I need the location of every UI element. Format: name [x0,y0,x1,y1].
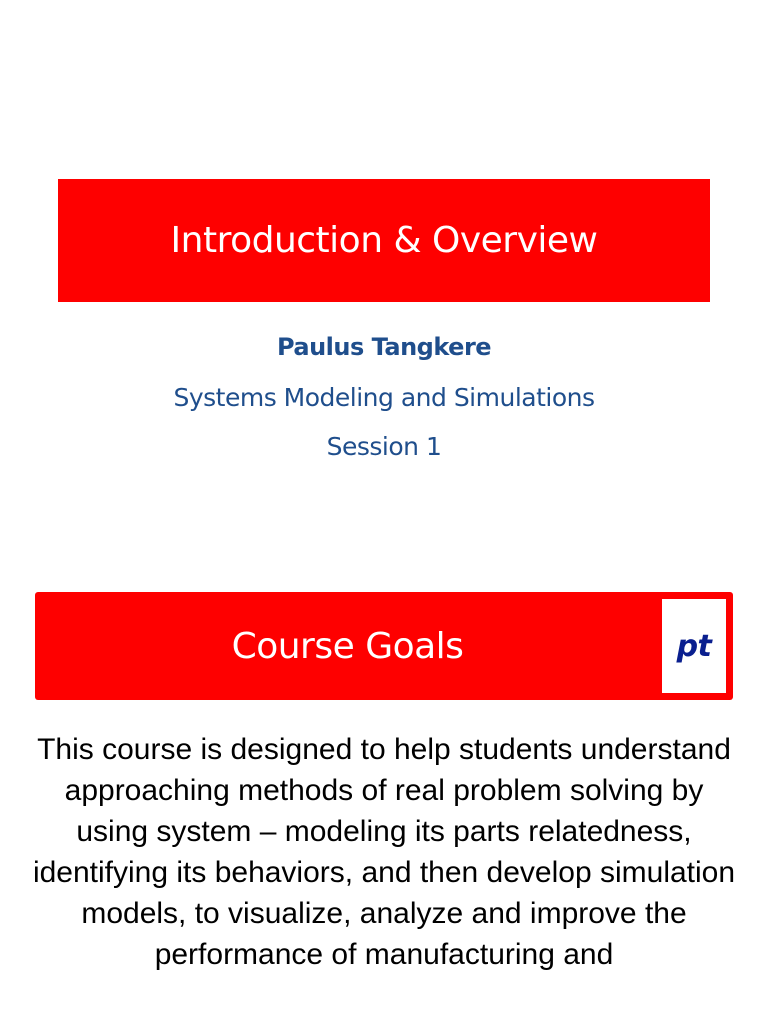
course-goals-text: This course is designed to help students understand approaching methods of real problem solving by using system – modeling its parts relatedness, identifying its behaviors, and then develop simulation models, to visualize, analyze and improve the performance of manufacturing and [32,733,736,971]
pt-logo [662,599,726,693]
course-goals-title: Course Goals [231,625,464,667]
session-label: Session 1 [326,432,442,461]
title-banner [58,179,710,302]
author-name: Paulus Tangkere [276,333,492,361]
slide-title: Introduction & Overview [170,220,598,261]
course-name: Systems Modeling and Simulations [173,383,595,412]
course-goals-banner [35,592,733,700]
pt-logo-text: pt [676,628,712,664]
